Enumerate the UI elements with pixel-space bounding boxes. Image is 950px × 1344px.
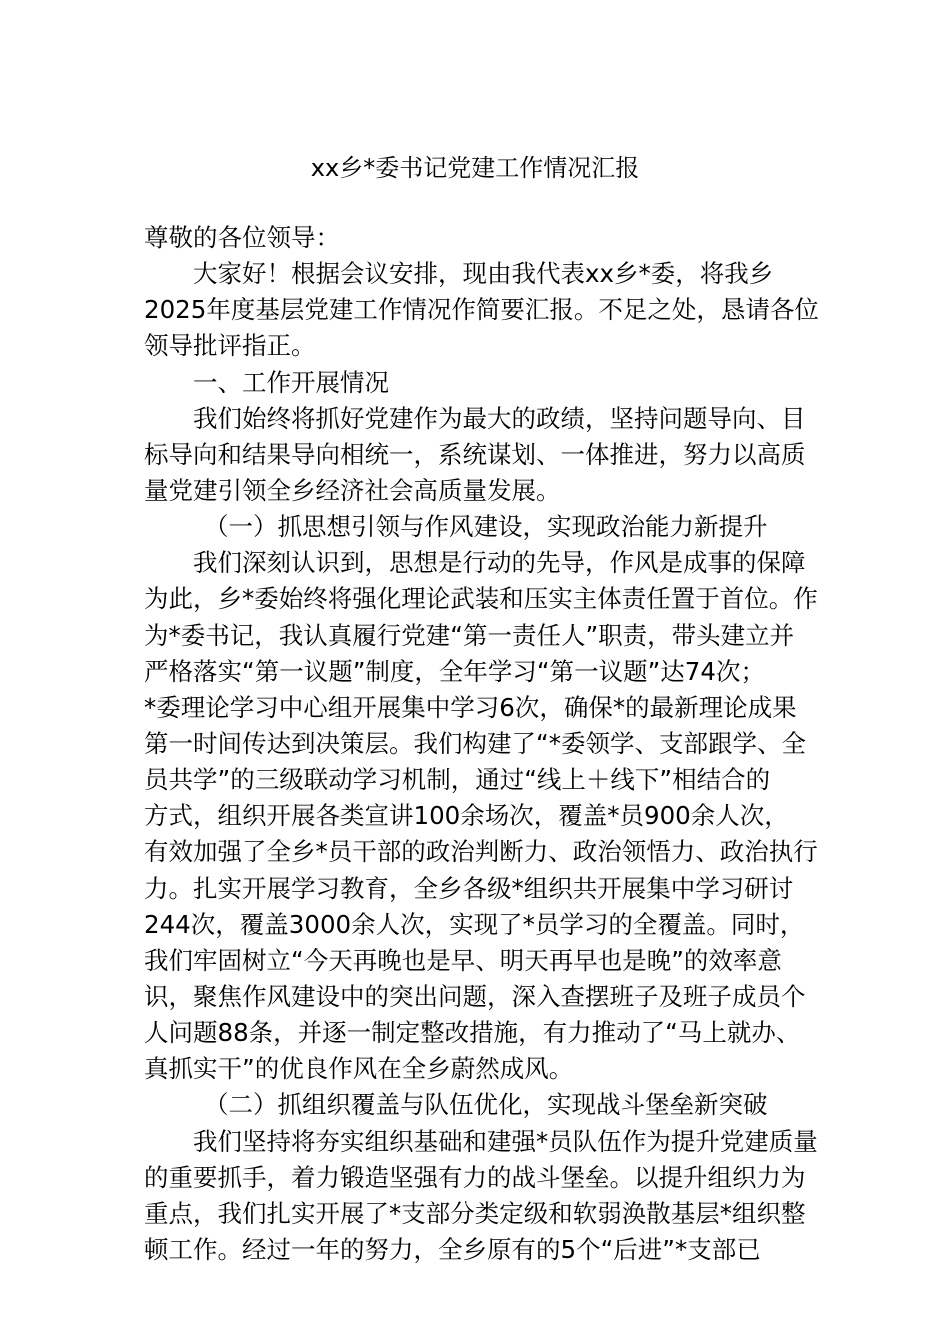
paragraph-line: 力。扎实开展学习教育，全乡各级*组织共开展集中学习研讨: [144, 873, 794, 903]
paragraph-line: 严格落实“第一议题”制度，全年学习“第一议题”达74次；: [144, 656, 765, 686]
paragraph-line: 人问题88条，并逐一制定整改措施，有力推动了“马上就办、: [144, 1018, 801, 1048]
paragraph-line: 标导向和结果导向相统一，系统谋划、一体推进，努力以高质: [144, 439, 806, 469]
paragraph-line: 方式，组织开展各类宣讲100余场次，覆盖*员900余人次，: [144, 801, 789, 831]
paragraph-line: 顿工作。经过一年的努力，全乡原有的5个“后进”*支部已: [144, 1234, 761, 1264]
paragraph-line: 244次，覆盖3000余人次，实现了*员学习的全覆盖。同时，: [144, 909, 805, 939]
document-body: [144, 220, 824, 1268]
paragraph-line: 第一时间传达到决策层。我们构建了“*委领学、支部跟学、全: [144, 728, 806, 758]
paragraph-line: 识，聚焦作风建设中的突出问题，深入查摆班子及班子成员个: [144, 981, 806, 1011]
paragraph-line: 的重要抓手，着力锻造坚强有力的战斗堡垒。以提升组织力为: [144, 1162, 806, 1192]
paragraph-line: *委理论学习中心组开展集中学习6次，确保*的最新理论成果: [144, 692, 797, 722]
paragraph-line: 2025年度基层党建工作情况作简要汇报。不足之处，恳请各位: [144, 295, 819, 325]
paragraph-line: 我们始终将抓好党建作为最大的政绩，坚持问题导向、目: [193, 403, 806, 433]
paragraph-line: 为*委书记，我认真履行党建“第一责任人”职责，带头建立并: [144, 620, 795, 650]
paragraph-line: 我们牢固树立“今天再晚也是早、明天再早也是晚”的效率意: [144, 945, 782, 975]
paragraph-line: 员共学”的三级联动学习机制，通过“线上＋线下”相结合的: [144, 765, 771, 795]
paragraph-line: 重点，我们扎实开展了*支部分类定级和软弱涣散基层*组织整: [144, 1198, 806, 1228]
subsection-heading: （二）抓组织覆盖与队伍优化，实现战斗堡垒新突破: [204, 1090, 768, 1120]
salutation-line: 尊敬的各位领导：: [144, 223, 340, 252]
paragraph-line: 我们深刻认识到，思想是行动的先导，作风是成事的保障: [193, 548, 806, 578]
paragraph-line: 大家好！根据会议安排，现由我代表xx乡*委，将我乡: [193, 259, 774, 289]
paragraph-line: 我们坚持将夯实组织基础和建强*员队伍作为提升党建质量: [193, 1126, 818, 1156]
paragraph-line: 量党建引领全乡经济社会高质量发展。: [144, 475, 561, 505]
paragraph-line: 有效加强了全乡*员干部的政治判断力、政治领悟力、政治执行: [144, 837, 818, 867]
section-heading: 一、工作开展情况: [193, 367, 389, 397]
subsection-heading: （一）抓思想引领与作风建设，实现政治能力新提升: [204, 512, 768, 542]
paragraph-line: 为此，乡*委始终将强化理论武装和压实主体责任置于首位。作: [144, 584, 818, 614]
document-title: xx乡*委书记党建工作情况汇报: [310, 154, 640, 182]
paragraph-line: 领导批评指正。: [144, 331, 316, 361]
paragraph-line: 真抓实干”的优良作风在全乡蔚然成风。: [144, 1054, 574, 1084]
